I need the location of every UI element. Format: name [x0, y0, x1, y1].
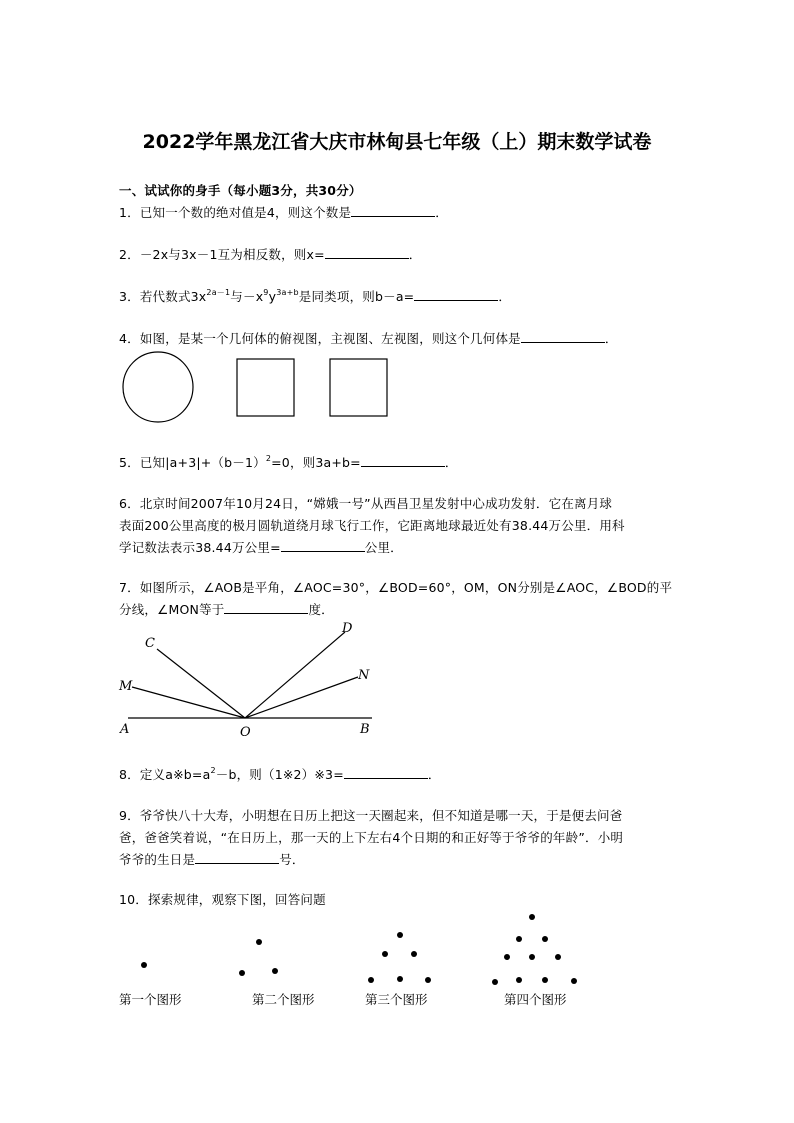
q5-end: ．: [444, 455, 458, 470]
three-views-figure: [115, 350, 405, 430]
dot-pattern-figure: [110, 905, 590, 990]
q6-line-1: 6．北京时间2007年10月24日，“嫦娥一号”从西昌卫星发射中心成功发射．它在离月球: [119, 496, 613, 511]
q7-line-1: 7．如图所示，∠AOB是平角，∠AOC=30°，∠BOD=60°，OM，ON分别是∠AOC，∠BOD的平: [119, 580, 673, 595]
dot: [425, 977, 431, 983]
answer-blank: [361, 453, 445, 467]
q8-text-a: 8．定义a※b=a: [119, 767, 211, 782]
q1-end: ．: [435, 205, 448, 220]
question-2: [119, 245, 421, 263]
ray-OD: [245, 632, 345, 718]
q4-text: 4．如图，是某一个几何体的俯视图，主视图、左视图，则这个几何体是: [119, 331, 521, 346]
q5-exponent: 2: [265, 454, 272, 463]
q6-text-a: 学记数法表示38.44万公里=: [119, 540, 281, 555]
section-heading: 一、试试你的身手（每小题3分，共30分）: [119, 183, 362, 198]
dot: [397, 976, 403, 982]
page-title: 2022学年黑龙江省大庆市林甸县七年级（上）期末数学试卷: [142, 131, 652, 153]
dot: [256, 939, 262, 945]
top-view-circle: [123, 352, 193, 422]
answer-blank: [224, 600, 308, 614]
q9-text-b: 号．: [279, 852, 305, 867]
dot: [411, 951, 417, 957]
side-view-square: [330, 359, 387, 416]
answer-blank: [325, 245, 409, 259]
q7-text-a: 分线，∠MON等于: [119, 602, 225, 617]
q5-text-b: =0，则3a+b=: [271, 455, 361, 470]
dot: [542, 977, 548, 983]
ray-OM: [132, 687, 245, 718]
q3-text-b: 与－x: [230, 289, 264, 304]
label-B: B: [360, 722, 370, 737]
question-8: [119, 765, 441, 783]
question-10: 10．探索规律，观察下图，回答问题: [119, 892, 326, 907]
question-4: [119, 329, 618, 347]
label-A: A: [120, 722, 130, 737]
dot: [571, 978, 577, 984]
answer-blank: [521, 329, 605, 343]
q8-text-b: －b，则（1※2）※3=: [215, 767, 344, 782]
ray-OC: [157, 649, 245, 718]
q8-end: ．: [427, 767, 441, 782]
dot: [529, 954, 535, 960]
q3-text-c: y: [268, 289, 277, 304]
q7-text-b: 度．: [308, 602, 334, 617]
dot: [504, 954, 510, 960]
front-view-square: [237, 359, 294, 416]
dot: [382, 951, 388, 957]
dot: [239, 970, 245, 976]
question-5: [119, 453, 458, 471]
q3-end: ．: [498, 289, 512, 304]
q4-end: ．: [604, 331, 618, 346]
dot: [516, 977, 522, 983]
q8-exponent: 2: [210, 766, 216, 775]
dot: [397, 932, 403, 938]
q6-line-3: [119, 538, 403, 556]
label-M: M: [119, 679, 133, 694]
figure-caption-3: 第三个图形: [365, 992, 428, 1007]
figure-caption-2: 第二个图形: [252, 992, 315, 1007]
answer-blank: [414, 287, 498, 301]
dot: [555, 954, 561, 960]
dot: [368, 977, 374, 983]
answer-blank: [351, 203, 435, 217]
dot: [141, 962, 147, 968]
q3-text-a: 3．若代数式3x: [119, 289, 207, 304]
angle-figure: [110, 615, 390, 740]
dot: [492, 979, 498, 985]
figure-caption-4: 第四个图形: [504, 992, 567, 1007]
q9-line-2: 爸，爸爸笑着说，“在日历上，那一天的上下左右4个日期的和正好等于爷爷的年龄”．小明: [119, 830, 624, 845]
dot: [516, 936, 522, 942]
q2-end: ．: [408, 247, 422, 262]
q5-text-a: 5．已知|a+3|+（b－1）: [119, 455, 266, 470]
label-O: O: [240, 725, 251, 740]
figure-caption-1: 第一个图形: [119, 992, 182, 1007]
q9-text-a: 爷爷的生日是: [119, 852, 196, 867]
q6-line-2: 表面200公里高度的极月圆轨道绕月球飞行工作，它距离地球最近处有38.44万公里．用科: [119, 518, 625, 533]
q3-exponent-2: 9: [263, 288, 269, 297]
answer-blank: [344, 765, 428, 779]
dot: [529, 914, 535, 920]
label-D: D: [342, 621, 353, 636]
answer-blank: [281, 538, 365, 552]
dot: [542, 936, 548, 942]
label-N: N: [358, 668, 370, 683]
q1-text: 1．已知一个数的绝对值是4，则这个数是: [119, 205, 352, 220]
question-3: [119, 287, 511, 305]
ray-ON: [245, 677, 358, 718]
q3-exponent-1: 2a－1: [206, 288, 231, 297]
q9-line-1: 9．爷爷快八十大寿，小明想在日历上把这一天圈起来，但不知道是哪一天，于是便去问爸: [119, 808, 623, 823]
question-1: [119, 203, 448, 221]
label-C: C: [145, 636, 155, 651]
q9-line-3: [119, 850, 305, 868]
q3-text-d: 是同类项，则b－a=: [298, 289, 415, 304]
q3-exponent-3: 3a+b: [276, 288, 299, 297]
answer-blank: [195, 850, 279, 864]
q2-text: 2．－2x与3x－1互为相反数，则x=: [119, 247, 325, 262]
dot: [272, 968, 278, 974]
q6-text-b: 公里．: [364, 540, 403, 555]
